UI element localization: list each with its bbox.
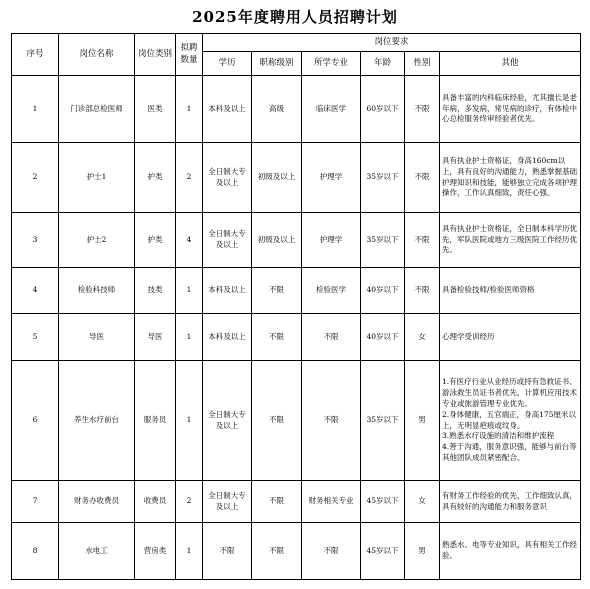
- cell-major: 临床医学: [302, 76, 361, 143]
- other-line: 具备检验技师/检验医师资格: [442, 285, 535, 295]
- header-no: 序号: [12, 34, 59, 76]
- cell-age: 45岁以下: [361, 523, 405, 580]
- cell-position: 护士2: [59, 213, 135, 268]
- cell-title-level: 不限: [252, 523, 302, 580]
- cell-category: 营房类: [135, 523, 176, 580]
- cell-category: 护类: [135, 143, 176, 213]
- other-line: 2.身体健康，五官端正，身高175厘米以上，无明显疤痕或纹身。: [442, 409, 576, 430]
- cell-title-level: 不限: [252, 314, 302, 361]
- cell-position: 导医: [59, 314, 135, 361]
- cell-title-level: 初级及以上: [252, 143, 302, 213]
- cell-no: 2: [12, 143, 59, 213]
- cell-gender: 男: [405, 361, 440, 481]
- header-row-top: [12, 34, 581, 52]
- cell-category: 技类: [135, 268, 176, 314]
- other-line: 具有执业护士资格证，身高160cm以上，具有良好的沟通能力，熟悉掌握基础护理知识和技能，能够独立完成各项护理操作，工作认真细致，责任心强。: [442, 155, 577, 198]
- cell-quota: 2: [176, 143, 203, 213]
- cell-major: 不限: [302, 314, 361, 361]
- table-row: [12, 213, 581, 268]
- cell-no: 6: [12, 361, 59, 481]
- cell-other: [440, 268, 581, 314]
- cell-position: 水电工: [59, 523, 135, 580]
- cell-major: 护理学: [302, 143, 361, 213]
- cell-no: 3: [12, 213, 59, 268]
- cell-education: 全日制大专及以上: [203, 361, 252, 481]
- cell-major: 不限: [302, 361, 361, 481]
- cell-no: 5: [12, 314, 59, 361]
- table-row: [12, 523, 581, 580]
- cell-major: 财务相关专业: [302, 481, 361, 523]
- cell-category: 医类: [135, 76, 176, 143]
- cell-title-level: 不限: [252, 361, 302, 481]
- header-requirements: 岗位要求: [203, 34, 581, 52]
- cell-gender: 不限: [405, 268, 440, 314]
- cell-position: 养生水疗前台: [59, 361, 135, 481]
- cell-education: 全日制大专及以上: [203, 481, 252, 523]
- cell-education: 本科及以上: [203, 268, 252, 314]
- other-line: 1.有医疗行业从业经历或持有急救证书、游泳救生员证书者优先，计算机应用技术专业或旅游管理专业优先。: [442, 377, 577, 408]
- cell-position: 护士1: [59, 143, 135, 213]
- cell-other: [440, 314, 581, 361]
- recruitment-table: [11, 33, 581, 580]
- other-line: 有财务工作经验的优先，工作细致认真，具有较好的沟通能力和服务意识: [442, 490, 577, 511]
- cell-age: 35岁以下: [361, 361, 405, 481]
- cell-title-level: 高级: [252, 76, 302, 143]
- cell-age: 35岁以下: [361, 143, 405, 213]
- cell-age: 40岁以下: [361, 314, 405, 361]
- cell-title-level: 不限: [252, 268, 302, 314]
- cell-quota: 1: [176, 314, 203, 361]
- cell-education: 本科及以上: [203, 314, 252, 361]
- table-row: [12, 76, 581, 143]
- cell-no: 1: [12, 76, 59, 143]
- cell-other: [440, 213, 581, 268]
- cell-no: 4: [12, 268, 59, 314]
- table-row: [12, 268, 581, 314]
- other-line: 具有执业护士资格证，全日制本科学历优先，军队医院或地方三级医院工作经历优先。: [442, 223, 577, 255]
- cell-no: 7: [12, 481, 59, 523]
- other-line: 熟悉水、电等专业知识，具有相关工作经验。: [442, 540, 577, 560]
- table-row: [12, 143, 581, 213]
- cell-age: 35岁以下: [361, 213, 405, 268]
- cell-position: 财务办收费员: [59, 481, 135, 523]
- other-line: 4.善于沟通，服务意识强，能够与前台等其他团队成员紧密配合。: [442, 442, 577, 463]
- cell-gender: 不限: [405, 143, 440, 213]
- table-row: [12, 481, 581, 523]
- header-position: 岗位名称: [59, 34, 135, 76]
- header-age: 年龄: [361, 52, 405, 76]
- cell-other: [440, 76, 581, 143]
- cell-gender: 男: [405, 523, 440, 580]
- header-education: 学历: [203, 52, 252, 76]
- cell-quota: 1: [176, 523, 203, 580]
- cell-other: [440, 143, 581, 213]
- cell-quota: 1: [176, 361, 203, 481]
- cell-education: 全日制大专及以上: [203, 143, 252, 213]
- cell-gender: 不限: [405, 76, 440, 143]
- other-line: 3.熟悉水疗设施的清洁和维护流程: [442, 431, 555, 441]
- cell-category: 导医: [135, 314, 176, 361]
- cell-gender: 女: [405, 481, 440, 523]
- cell-education: 本科及以上: [203, 76, 252, 143]
- header-major: 所学专业: [302, 52, 361, 76]
- header-gender: 性别: [405, 52, 440, 76]
- other-line: 具备丰富的内科临床经验，尤其擅长是老年病，多发病，常见病的诊疗，有体检中心总检服务终审经验者优先。: [442, 92, 577, 124]
- cell-title-level: 不限: [252, 481, 302, 523]
- cell-major: 不限: [302, 523, 361, 580]
- cell-major: 护理学: [302, 213, 361, 268]
- cell-quota: 1: [176, 268, 203, 314]
- cell-major: 检验医学: [302, 268, 361, 314]
- cell-age: 40岁以下: [361, 268, 405, 314]
- header-other: 其他: [440, 52, 581, 76]
- other-line: 心理学受训经历: [442, 331, 495, 341]
- cell-education: 不限: [203, 523, 252, 580]
- cell-gender: 不限: [405, 213, 440, 268]
- cell-age: 60岁以下: [361, 76, 405, 143]
- cell-age: 45岁以下: [361, 481, 405, 523]
- cell-position: 门诊部总检医师: [59, 76, 135, 143]
- table-row: [12, 361, 581, 481]
- cell-other: [440, 523, 581, 580]
- page-title: 2025年度聘用人员招聘计划: [192, 8, 398, 26]
- header-quota: 拟聘数量: [176, 34, 203, 76]
- header-category: 岗位类别: [135, 34, 176, 76]
- cell-education: 全日制大专及以上: [203, 213, 252, 268]
- cell-quota: 4: [176, 213, 203, 268]
- cell-quota: 2: [176, 481, 203, 523]
- cell-category: 服务员: [135, 361, 176, 481]
- cell-title-level: 初级及以上: [252, 213, 302, 268]
- header-title-level: 职称级别: [252, 52, 302, 76]
- cell-position: 检验科技师: [59, 268, 135, 314]
- table-row: [12, 314, 581, 361]
- cell-other: [440, 481, 581, 523]
- cell-other: [440, 361, 581, 481]
- cell-no: 8: [12, 523, 59, 580]
- cell-gender: 女: [405, 314, 440, 361]
- cell-quota: 1: [176, 76, 203, 143]
- cell-category: 收费员: [135, 481, 176, 523]
- cell-category: 护类: [135, 213, 176, 268]
